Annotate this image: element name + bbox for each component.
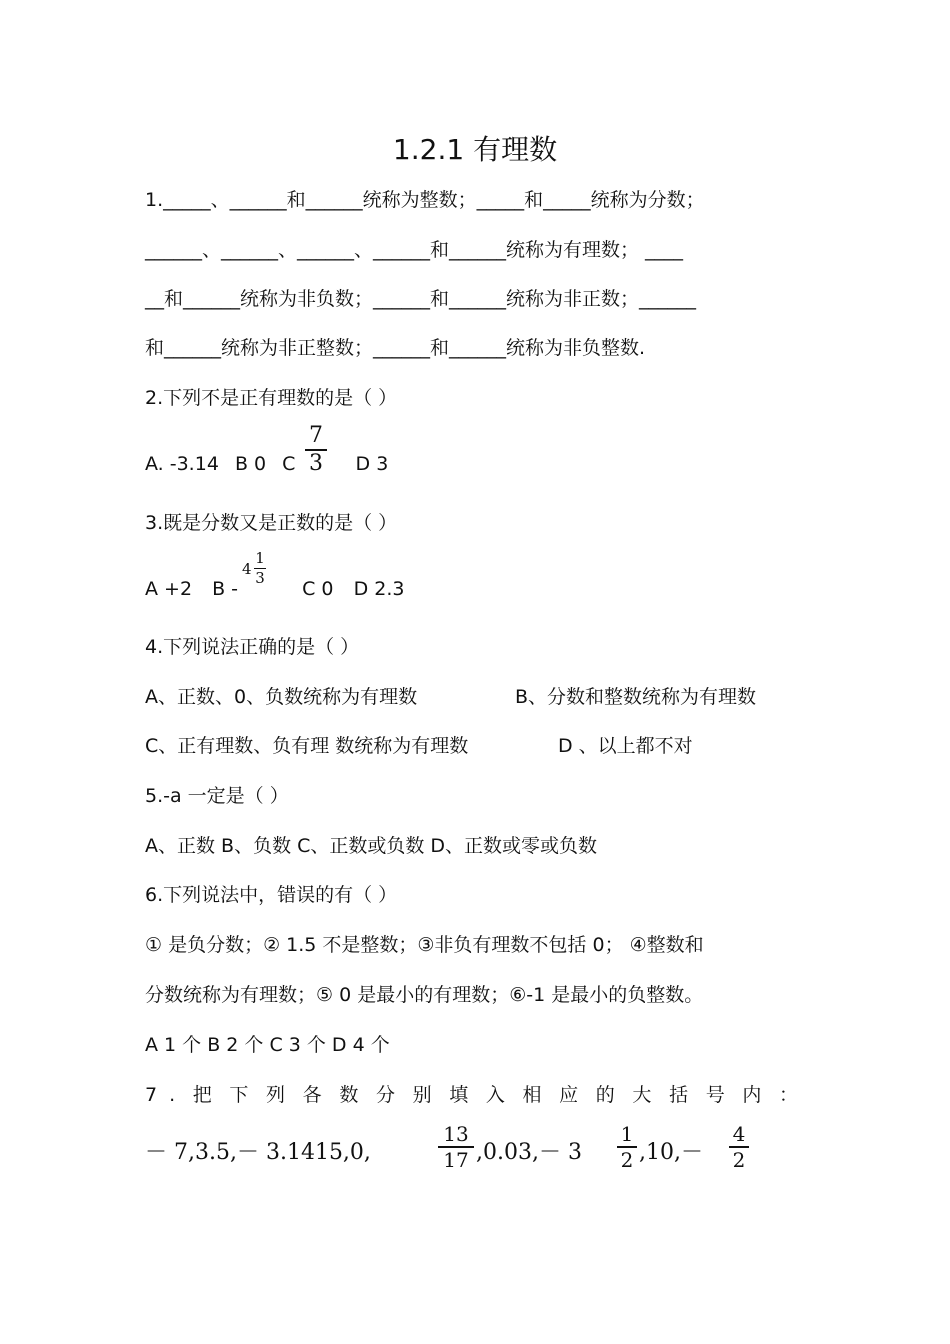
q7-numbers-part-3: ,10,－: [639, 1140, 703, 1165]
q2-option-d: D 3: [355, 453, 389, 475]
q7-fraction-2-denominator: 2: [620, 1148, 634, 1172]
q4-option-c: C、正有理数、负有理 数统称为有理数: [145, 735, 469, 757]
q3-mixed-whole: 4: [242, 560, 252, 578]
q7-fraction-4-2: [729, 1124, 749, 1170]
q3-option-b: B -: [212, 578, 239, 600]
q7-fraction-2-numerator: 1: [620, 1122, 634, 1146]
q5-options: A、正数 B、负数 C、正数或负数 D、正数或零或负数: [145, 835, 598, 857]
q7-numbers-part-1: － 7,3.5,－ 3.1415,0,: [145, 1140, 371, 1165]
q3-mixed-fraction: [254, 551, 266, 586]
q2-option-b: B 0: [234, 453, 267, 475]
page-title: 1.2.1 有理数: [392, 133, 558, 166]
q2-option-c: C: [282, 453, 296, 475]
q7-fraction-1-denominator: 17: [443, 1148, 469, 1172]
q7-fraction-13-17: [438, 1124, 474, 1170]
q3-option-a: A +2: [145, 578, 193, 600]
q7-fraction-1-numerator: 13: [443, 1122, 469, 1146]
q2-options: [145, 449, 810, 479]
q3-mixed-numerator: 1: [255, 549, 265, 567]
q4-option-b: B、分数和整数统称为有理数: [515, 686, 757, 708]
q1-line-3: __和______统称为非负数；______和______统称为非正数；______: [145, 288, 697, 310]
q4-options-row-1: [145, 682, 810, 712]
q1-line-1: 1._____、______和______统称为整数；_____和_____统称为分数；: [145, 189, 705, 211]
q2-fraction-numerator: 7: [309, 423, 323, 448]
q6-options: A 1 个 B 2 个 C 3 个 D 4 个: [145, 1034, 390, 1056]
q3-option-d: D 2.3: [353, 578, 405, 600]
q5-stem: 5.-a 一定是（ ）: [145, 785, 289, 807]
q7-stem: 7.把下列各数分别填入相应的大括号内：: [145, 1084, 810, 1106]
q3-mixed-denominator: 3: [255, 569, 265, 587]
q6-line-1: ① 是负分数；② 1.5 不是整数；③非负有理数不包括 0； ④整数和: [145, 934, 704, 956]
q6-stem: 6.下列说法中，错误的有（ ）: [145, 884, 398, 906]
q1-line-2: ______、______、______、______和______统称为有理数； ____: [145, 239, 684, 261]
q4-option-a: A、正数、0、负数统称为有理数: [145, 686, 418, 708]
q2-option-a: A. -3.14: [145, 453, 219, 475]
q7-fraction-3-denominator: 2: [732, 1148, 746, 1172]
q3-option-c: C 0: [302, 578, 334, 600]
q6-line-2: 分数统称为有理数；⑤ 0 是最小的有理数；⑥-1 是最小的负整数。: [145, 984, 704, 1006]
q7-numbers-part-2: ,0.03,－ 3: [476, 1140, 582, 1165]
q3-stem: 3.既是分数又是正数的是（ ）: [145, 512, 398, 534]
q4-stem: 4.下列说法正确的是（ ）: [145, 636, 360, 658]
q7-fraction-1-2: [617, 1124, 637, 1170]
q4-option-d: D 、以上都不对: [558, 735, 693, 757]
q1-line-4: 和______统称为非正整数；______和______统称为非负整数.: [145, 337, 646, 359]
q2-fraction: [305, 425, 327, 475]
q4-options-row-2: [145, 731, 810, 761]
q7-number-list: [145, 1122, 785, 1174]
q7-fraction-3-numerator: 4: [732, 1122, 746, 1146]
q2-fraction-denominator: 3: [309, 451, 323, 476]
q2-stem: 2.下列不是正有理数的是（ ）: [145, 387, 398, 409]
q3-options: [145, 574, 810, 604]
